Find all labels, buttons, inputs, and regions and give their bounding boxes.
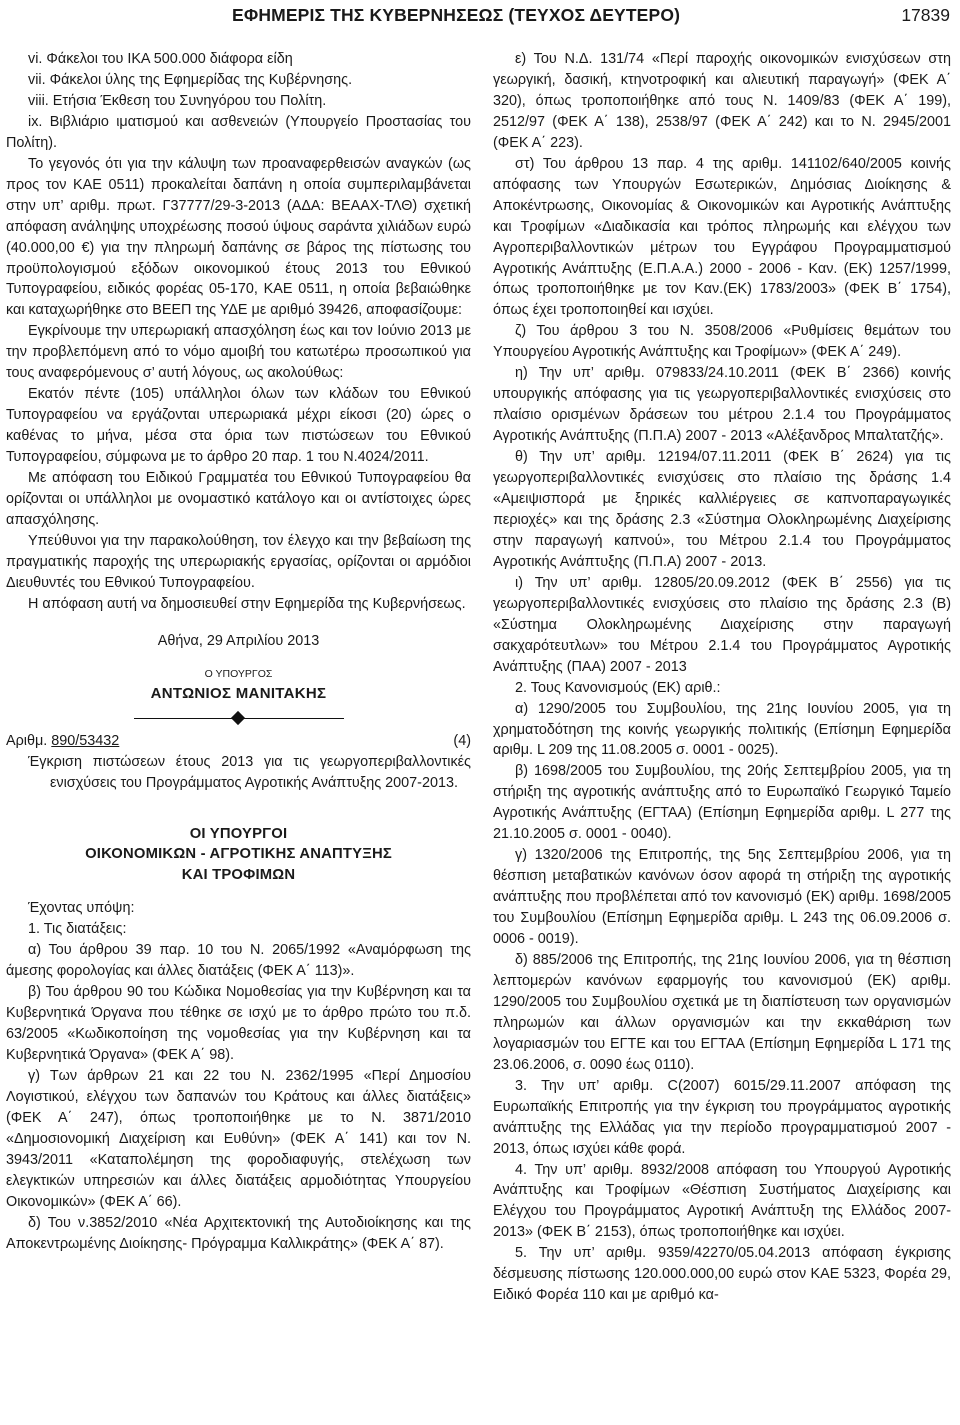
paragraph: β) 1698/2005 του Συμβουλίου, της 20ής Σεπτεμβρίου 2005, για τη στήριξη της αγροτικής ανάπτυξης από το Ευρωπαϊκό Γεωργικό Ταμείο Αγροτικής Ανάπτυξης (ΕΓΤΑΑ) (Επίσημη Εφημερίδα αριθμ. L 277 της 21.10.2005 σ. 0001 - 0040). — [493, 763, 951, 843]
paragraph: ι) Την υπ’ αριθμ. 12805/20.09.2012 (ΦΕΚ Β΄ 2556) για τις γεωργοπεριβαλλοντικές ενισχύσεις στο πλαίσιο της δράσης 2.3 (Β) «Σύστημα Ολοκληρωμένης Διαχείρισης στην παραγωγή σακχαρότευτλων» του Μέτρου 2.1.4 του Προγράμματος Αγροτικής Ανάπτυξης (ΠΑΑ) 2007 - 2013 — [493, 574, 951, 675]
paragraph: 5. Την υπ’ αριθμ. 9359/42270/05.04.2013 απόφαση έγκρισης δέσμευσης πίστωσης 120.000.000,00 ευρώ στον ΚΑΕ 5323, Φορέα 29, Ειδικό Φορέα 110 και με αριθμό κα- — [493, 1245, 951, 1304]
left-column — [6, 49, 471, 1255]
provision: γ) Των άρθρων 21 και 22 του Ν. 2362/1995 «Περί Δημοσίου Λογιστικού, ελέγχου των δαπανών του Κράτους και άλλες διατάξεις» (ΦΕΚ Α΄ 247), όπως τροποποιήθηκε με το Ν. 3871/2010 «Δημοσιονομική Διαχείριση και Ευθύνη» (ΦΕΚ Α΄ 141) και τον Ν. 3943/2011 «Καταπολέμηση της φοροδιαφυγής, στελέχωση των ελεγκτικών υπηρεσιών και άλλες διατάξεις αρμοδιότητας Υπουργείου Οικονομικών» (ΦΕΚ Α΄ 66). — [6, 1067, 471, 1210]
provisions-intro: 1. Τις διατάξεις: — [28, 921, 127, 938]
heading-line: ΟΙ ΥΠΟΥΡΓΟΙ — [189, 825, 288, 842]
paragraph: θ) Την υπ’ αριθμ. 12194/07.11.2011 (ΦΕΚ Β΄ 2624) για τις γεωργοπεριβαλλοντικές ενισχύσεις στο πλαίσιο της δράσης 1.4 «Αμειψισπορά με ξηρικές καλλιέργειες σε καπνοπαραγωγικές περιοχές» και της δράσης 2.3 «Σύστημα Ολοκληρωμένης Διαχείρισης στην παραγωγή καπνού», του Μέτρου 2.1.4 του Προγράμματος Αγροτικής Ανάπτυξης (Π.Π.Α) 2007 - 2013. — [493, 449, 951, 570]
paragraph: 4. Την υπ’ αριθμ. 8932/2008 απόφαση του Υπουργού Αγροτικής Ανάπτυξης και Τροφίμων «Θέσπιση Συστήματος Διαχείρισης και Ελέγχου του Προγράμματος Αγροτική Ανάπτυξη της Ελλάδος 2007-2013» (ΦΕΚ Β΄ 2153), όπως τροποποιήθηκε και ισχύει. — [493, 1161, 951, 1241]
ministers-heading — [6, 824, 471, 887]
heading-line: ΚΑΙ ΤΡΟΦΙΜΩΝ — [181, 867, 296, 884]
intro-item: vii. Φάκελοι ύλης της Εφημερίδας της Κυβέρνησης. — [28, 71, 353, 88]
provision: β) Του άρθρου 90 του Κώδικα Νομοθεσίας για την Κυβέρνηση και τα Κυβερνητικά Όργανα που τέθηκε σε ισχύ με το άρθρο πρώτο του π.δ. 63/2005 «Κωδικοποίηση της νομοθεσίας για την Κυβέρνηση και τα Κυβερνητικά Όργανα» (ΦΕΚ Α΄ 98). — [6, 984, 471, 1064]
paragraph: Η απόφαση αυτή να δημοσιευθεί στην Εφημερίδα της Κυβερνήσεως. — [28, 595, 466, 612]
provision: α) Του άρθρου 39 παρ. 10 του Ν. 2065/1992 «Αναμόρφωση της άμεσης φορολογίας και άλλες διατάξεις (ΦΕΚ Α΄ 113)». — [6, 942, 471, 980]
decision-number-label: Αριθμ. — [6, 732, 48, 749]
paragraph: 2. Τους Κανονισμούς (ΕΚ) αριθ.: — [515, 679, 721, 696]
paragraph: Εγκρίνουμε την υπερωριακή απασχόληση έως και τον Ιούνιο 2013 με την προβλεπόμενη από το νόμο αμοιβή του κατωτέρω προσωπικού για τους αναφερόμενους σ’ αυτή λόγους, ως ακολούθως: — [6, 323, 471, 382]
paragraph: Υπεύθυνοι για την παρακολούθηση, τον έλεγχο και την βεβαίωση της πραγματικής παροχής της υπερωριακής εργασίας, ορίζονται οι αρμόδιοι Διευθυντές του Εθνικού Τυπογραφείου. — [6, 532, 471, 591]
paragraph: 3. Την υπ’ αριθμ. C(2007) 6015/29.11.2007 απόφαση της Ευρωπαϊκής Επιτροπής για την έγκριση του προγράμματος αγροτικής ανάπτυξης της Ελλάδας για την περίοδο προγραμματισμού 2007 - 2013, όπως ισχύει κάθε φορά. — [493, 1077, 951, 1157]
intro-item: viii. Ετήσια Έκθεση του Συνηγόρου του Πολίτη. — [28, 92, 327, 109]
paragraph: ζ) Του άρθρου 3 του Ν. 3508/2006 «Ρυθμίσεις θεμάτων του Υπουργείου Αγροτικής Ανάπτυξης και Τροφίμων» (ΦΕΚ Α΄ 249). — [493, 323, 951, 361]
separator-diamond-icon — [231, 711, 245, 725]
provision: δ) Του ν.3852/2010 «Νέα Αρχιτεκτονική της Αυτοδιοίκησης και της Αποκεντρωμένης Διοίκησης- Πρόγραμμα Καλλικράτης» (ΦΕΚ Α΄ 87). — [6, 1214, 471, 1252]
paragraph: γ) 1320/2006 της Επιτροπής, της 5ης Σεπτεμβρίου 2006, για τη θέσπιση μεταβατικών κανόνων όσον αφορά τη στήριξη της αγροτικής ανάπτυξης που προβλέπεται από τον κανονισμό (ΕΚ) αριθμ. 1698/2005 του Συμβουλίου (Επίσημη Εφημερίδα αριθμ. L 243 της 06.09.2006 σ. 0006 - 0019). — [493, 847, 951, 948]
decision-number-value: 890/53432 — [51, 732, 120, 749]
right-column — [493, 49, 951, 1306]
paragraph: α) 1290/2005 του Συμβουλίου, της 21ης Ιουνίου 2005, για τη χρηματοδότηση της κοινής γεωργικής πολιτικής (Επίσημη Εφημερίδα αριθμ. L 209 της 11.08.2005 σ. 0001 - 0025). — [493, 700, 951, 759]
page-header — [0, 0, 960, 44]
place-date: Αθήνα, 29 Απριλίου 2013 — [157, 632, 320, 649]
paragraph: Το γεγονός ότι για την κάλυψη των προαναφερθεισών αναγκών (ως προς τον ΚΑΕ 0511) προκαλείται δαπάνη η οποία συμπεριλαμβάνεται στην υπ’ αριθμ. πρωτ. Γ37777/29-3-2013 (ΑΔΑ: ΒΕΑΑΧ-ΤΛΘ) σχετική απόφαση ανάληψης υποχρέωσης ποσού ύψους σαράντα χιλιάδων ευρώ (40.000,00 €) για την πληρωμή δαπάνης σε βάρος της πίστωσης του προϋπολογισμού εξόδων οικονομικού έτους 2013 του Εθνικού Τυπογραφείου, ειδικός φορέας 05-170, ΚΑΕ 0511, η οποία βεβαιώθηκε και καταχωρήθηκε στο ΒΕΕΠ της ΥΔΕ με αριθμό 39426, αποφασίζουμε: — [6, 155, 471, 319]
intro-item: ix. Βιβλιάριο ιματισμού και ασθενειών (Υπουργείο Προστασίας του Πολίτη). — [6, 113, 471, 151]
heading-line: ΟΙΚΟΝΟΜΙΚΩΝ - ΑΓΡΟΤΙΚΗΣ ΑΝΑΠΤΥΞΗΣ — [85, 846, 392, 863]
gazette-title: ΕΦΗΜΕΡΙΣ ΤΗΣ ΚΥΒΕΡΝΗΣΕΩΣ (ΤΕΥΧΟΣ ΔΕΥΤΕΡΟ) — [232, 5, 681, 25]
decision-index: (4) — [453, 732, 471, 749]
paragraph: ε) Του Ν.Δ. 131/74 «Περί παροχής οικονομικών ενισχύσεων στη γεωργική, δασική, κτηνοτροφική και αλιευτική παραγωγή» (ΦΕΚ Α΄ 320), όπως τροποποιήθηκε από τους Ν. 1409/83 (ΦΕΚ Α΄ 199), 2512/97 (ΦΕΚ Α΄ 138), 2538/97 (ΦΕΚ Α΄ 242) και το Ν. 2945/2001 (ΦΕΚ Α΄ 223). — [493, 51, 951, 151]
having-regard: Έχοντας υπόψη: — [28, 900, 135, 917]
signatory-name: ΑΝΤΩΝΙΟΣ ΜΑΝΙΤΑΚΗΣ — [150, 684, 327, 702]
paragraph: στ) Του άρθρου 13 παρ. 4 της αριθμ. 141102/640/2005 κοινής απόφασης των Υπουργών Εσωτερικών, Δημόσιας Διοίκησης & Αποκέντρωσης, Οικονομίας & Οικονομικών και Αγροτικής Ανάπτυξης και Τροφίμων «Διαδικασία και τρόπος πληρωμής και ελέγχου των Αγροπεριβαλλοντικών μέτρων του Εγγράφου Προγραμματισμού Αγροτικής Ανάπτυξης (Ε.Π.Α.Α.) 2000 - 2006 - Καν. (ΕΚ) 1257/1999, όπως τροποποιήθηκε με τον Καν.(ΕΚ) 1783/2003» (ΦΕΚ Β΄ 1754), όπως έχει τροποποιηθεί και ισχύει. — [493, 155, 951, 319]
page-number: 17839 — [901, 5, 950, 25]
paragraph: Με απόφαση του Ειδικού Γραμματέα του Εθνικού Τυπογραφείου θα ορίζονται οι υπάλληλοι με ονομαστικό κατάλογο και οι αντίστοιχες ώρες απασχόλησης. — [6, 470, 471, 528]
decision-number-row — [6, 731, 471, 752]
decision-title: Έγκριση πιστώσεων έτους 2013 για τις γεωργοπεριβαλλοντικές ενισχύσεις του Προγράμματος Αγροτικής Ανάπτυξης 2007-2013. — [28, 753, 471, 791]
signatory-title: Ο ΥΠΟΥΡΓΟΣ — [204, 667, 273, 680]
paragraph: η) Την υπ’ αριθμ. 079833/24.10.2011 (ΦΕΚ Β΄ 2366) κοινής υπουργικής απόφασης για τις γεωργοπεριβαλλοντικές ενισχύσεις στο πλαίσιο ορισμένων δράσεων του μέτρου 2.1.4 του Προγράμματος Αγροτικής Ανάπτυξης (Π.Π.Α) 2007 - 2013 «Αλέξανδρος Μπαλτατζής». — [493, 365, 951, 445]
section-separator — [6, 707, 471, 731]
intro-item: vi. Φάκελοι του ΙΚΑ 500.000 διάφορα είδη — [28, 51, 293, 67]
paragraph: δ) 885/2006 της Επιτροπής, της 21ης Ιουνίου 2006, για τη θέσπιση λεπτομερών κανόνων εφαρμογής του κανονισμού (ΕΚ) αριθμ. 1290/2005 του Συμβουλίου σχετικά με τη διαπίστευση των οργανισμών πληρωμών και άλλων οργανισμών και την εκκαθάριση των λογαριασμών του ΕΓΤΕ και του ΕΓΤΑΑ (Επίσημη Εφημερίδα L 171 της 23.06.2006, σ. 0090 έως 0110). — [493, 951, 951, 1073]
decision-number — [6, 731, 119, 752]
paragraph: Εκατόν πέντε (105) υπάλληλοι όλων των κλάδων του Εθνικού Τυπογραφείου να εργάζονται υπερωριακά μέχρι είκοσι (20) ώρες ο καθένας το μήνα, μέσα στα όρια των πιστώσεων του Εθνικού Τυπογραφείου, σύμφωνα με το άρθρο 20 παρ. 1 του Ν.4024/2011. — [6, 386, 471, 466]
